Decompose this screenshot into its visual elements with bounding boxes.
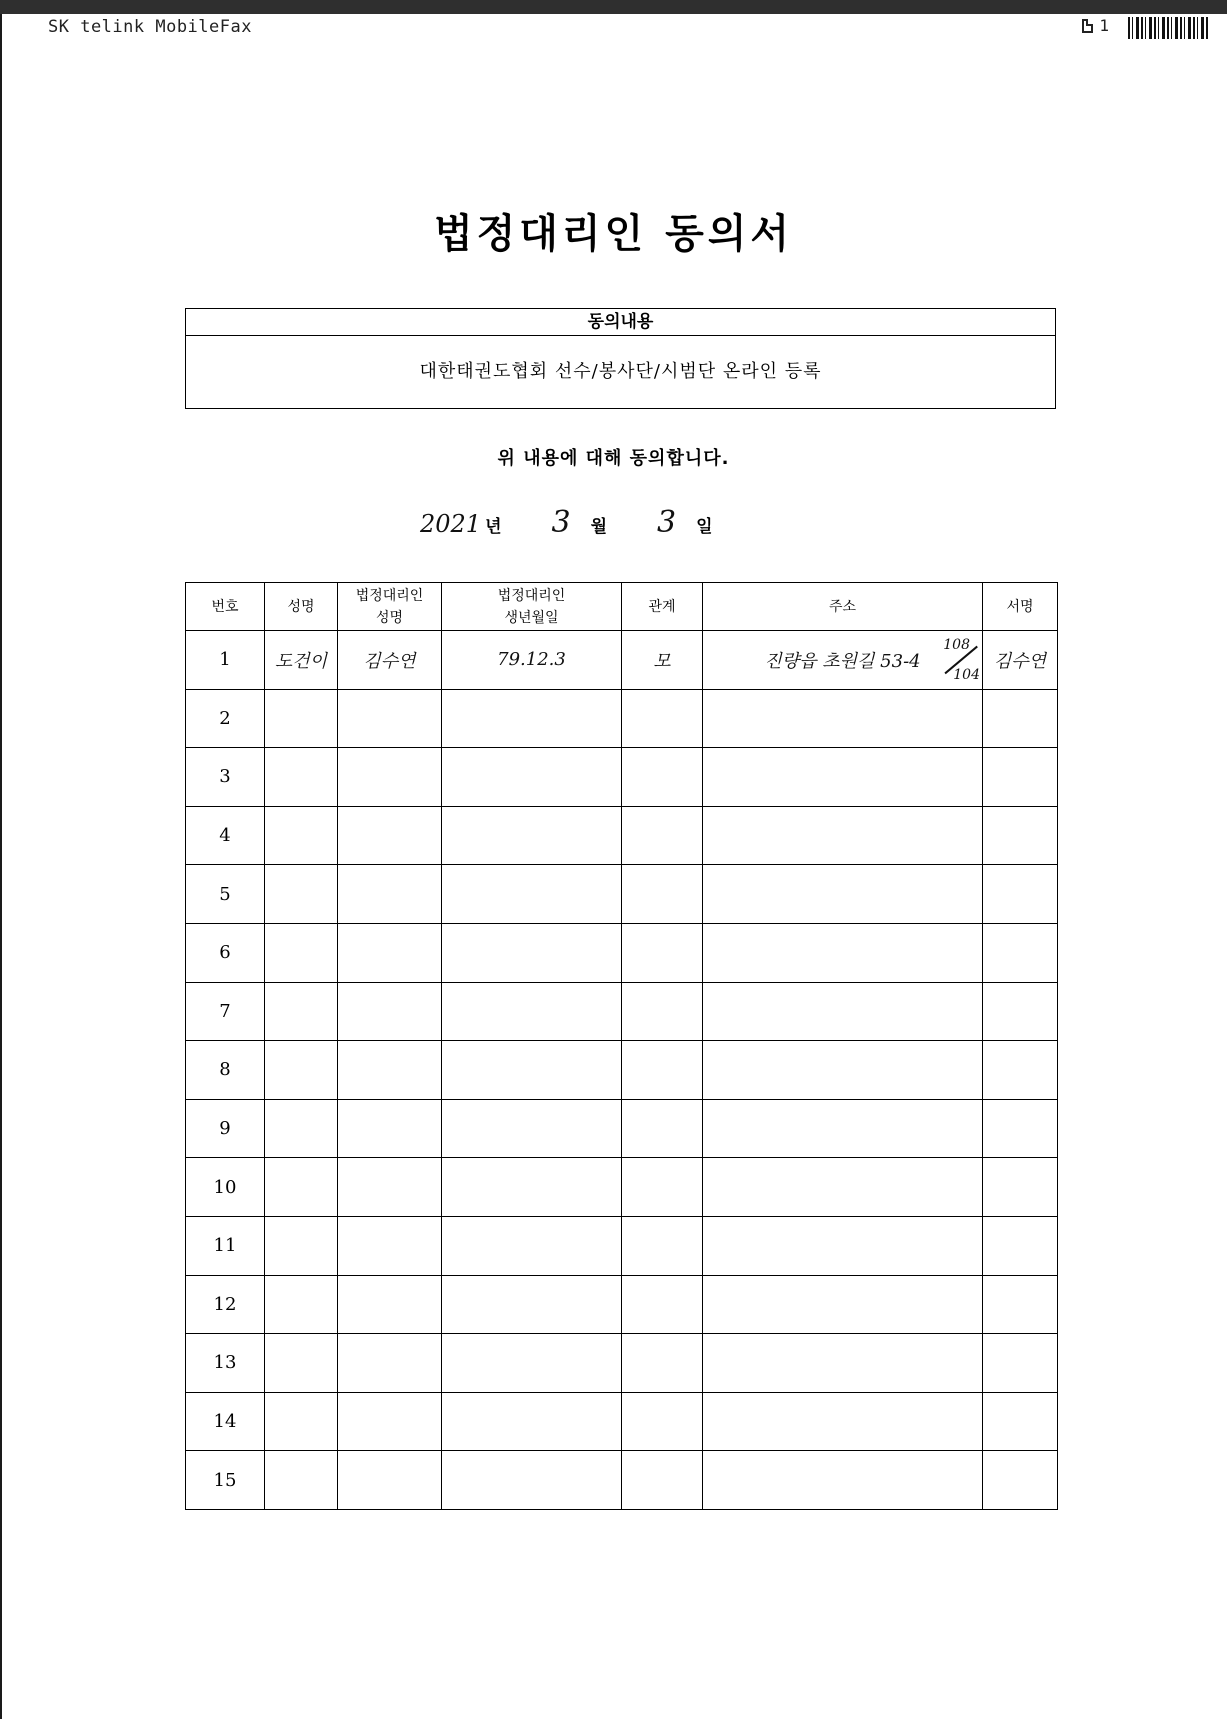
row-guardian-name [338, 806, 442, 865]
row-address-room: 104 [953, 667, 980, 683]
table-row [186, 1275, 1058, 1334]
row-number: 2 [186, 689, 265, 748]
table-row [186, 982, 1058, 1041]
page-left-edge [0, 14, 2, 1719]
row-signature [983, 923, 1058, 982]
row-address-text: 진량읍 초원길 53-4 [764, 650, 921, 672]
row-guardian-name [338, 1334, 442, 1393]
row-relation [622, 1275, 703, 1334]
row-signature [983, 1216, 1058, 1275]
row-address [703, 1041, 983, 1100]
row-address [703, 631, 983, 690]
row-address [703, 1216, 983, 1275]
table-header-row [186, 583, 1058, 631]
row-guardian-birth [442, 689, 622, 748]
row-name: 도건이 [265, 631, 338, 690]
row-guardian-birth [442, 1041, 622, 1100]
row-name [265, 1451, 338, 1510]
row-address [703, 748, 983, 807]
consent-box [185, 308, 1056, 409]
viewer-top-bar [0, 0, 1227, 14]
row-address [703, 1334, 983, 1393]
header-guardian-birth [442, 583, 622, 631]
row-address [703, 923, 983, 982]
table-row [186, 748, 1058, 807]
header-relation: 관계 [622, 583, 703, 631]
row-name [265, 1158, 338, 1217]
row-address [703, 982, 983, 1041]
row-address-building: 108 [943, 637, 970, 653]
row-address [703, 865, 983, 924]
row-name [265, 689, 338, 748]
row-relation [622, 982, 703, 1041]
row-guardian-name: 김수연 [338, 631, 442, 690]
row-guardian-name [338, 1158, 442, 1217]
table-row [186, 1392, 1058, 1451]
header-no: 번호 [186, 583, 265, 631]
row-guardian-birth [442, 748, 622, 807]
page-number: 1 [1099, 16, 1109, 35]
row-name [265, 1099, 338, 1158]
row-name [265, 865, 338, 924]
agree-statement: 위 내용에 대해 동의합니다. [497, 448, 730, 469]
row-relation [622, 748, 703, 807]
row-number: 3 [186, 748, 265, 807]
row-number: 1 [186, 631, 265, 690]
row-number: 7 [186, 982, 265, 1041]
row-signature [983, 1334, 1058, 1393]
header-guardian-name-line1: 법정대리인 [355, 587, 424, 604]
page-indicator [1082, 16, 1109, 35]
row-guardian-birth [442, 1334, 622, 1393]
table-row [186, 1451, 1058, 1510]
registration-table [185, 582, 1058, 1510]
row-address [703, 806, 983, 865]
row-signature [983, 1451, 1058, 1510]
table-row [186, 1334, 1058, 1393]
row-number: 12 [186, 1275, 265, 1334]
header-address: 주소 [703, 583, 983, 631]
date-day: 3 [657, 505, 677, 540]
row-relation [622, 1041, 703, 1100]
table-body [186, 631, 1058, 1510]
table-row [186, 806, 1058, 865]
row-relation [622, 1158, 703, 1217]
row-guardian-birth [442, 1451, 622, 1510]
row-relation [622, 1392, 703, 1451]
row-name [265, 1216, 338, 1275]
row-relation [622, 865, 703, 924]
date-year-unit: 년 [485, 517, 502, 537]
row-guardian-birth [442, 982, 622, 1041]
row-signature [983, 982, 1058, 1041]
table-row [186, 1041, 1058, 1100]
row-address [703, 1099, 983, 1158]
row-address [703, 1392, 983, 1451]
row-number: 5 [186, 865, 265, 924]
row-guardian-name [338, 748, 442, 807]
header-name: 성명 [265, 583, 338, 631]
row-number: 15 [186, 1451, 265, 1510]
row-guardian-birth: 79.12.3 [442, 631, 622, 690]
row-guardian-birth [442, 1099, 622, 1158]
row-number: 9 [186, 1099, 265, 1158]
row-signature [983, 1392, 1058, 1451]
row-guardian-name [338, 689, 442, 748]
row-guardian-birth [442, 1158, 622, 1217]
row-signature [983, 1158, 1058, 1217]
row-address [703, 1275, 983, 1334]
row-name [265, 1275, 338, 1334]
row-address-unit [936, 637, 980, 683]
barcode [1128, 17, 1208, 39]
date-month: 3 [551, 505, 571, 540]
row-guardian-name [338, 1216, 442, 1275]
row-number: 10 [186, 1158, 265, 1217]
row-name [265, 982, 338, 1041]
row-signature [983, 1041, 1058, 1100]
row-guardian-birth [442, 1275, 622, 1334]
row-relation [622, 1334, 703, 1393]
row-relation [622, 1451, 703, 1510]
header-guardian-birth-line1: 법정대리인 [497, 587, 566, 604]
row-signature [983, 1099, 1058, 1158]
consent-header: 동의내용 [186, 309, 1055, 336]
date-month-unit: 월 [590, 517, 608, 537]
row-name [265, 1041, 338, 1100]
row-name [265, 1392, 338, 1451]
row-relation [622, 1099, 703, 1158]
row-signature: 김수연 [983, 631, 1058, 690]
row-guardian-name [338, 1451, 442, 1510]
row-relation [622, 806, 703, 865]
row-address [703, 1451, 983, 1510]
row-guardian-name [338, 923, 442, 982]
row-guardian-birth [442, 1216, 622, 1275]
table-row [186, 631, 1058, 690]
row-number: 4 [186, 806, 265, 865]
row-guardian-name [338, 982, 442, 1041]
header-guardian-name-line2: 성명 [375, 609, 404, 626]
row-address [703, 1158, 983, 1217]
table-row [186, 1216, 1058, 1275]
row-guardian-birth [442, 1392, 622, 1451]
row-relation [622, 1216, 703, 1275]
date-day-unit: 일 [696, 517, 713, 537]
row-name [265, 923, 338, 982]
row-signature [983, 748, 1058, 807]
row-number: 14 [186, 1392, 265, 1451]
row-address [703, 689, 983, 748]
row-name [265, 1334, 338, 1393]
row-name [265, 748, 338, 807]
document-title: 법정대리인 동의서 [433, 211, 794, 257]
row-guardian-birth [442, 806, 622, 865]
row-signature [983, 689, 1058, 748]
header-signature: 서명 [983, 583, 1058, 631]
table-row [186, 689, 1058, 748]
row-guardian-birth [442, 923, 622, 982]
row-guardian-birth [442, 865, 622, 924]
row-number: 8 [186, 1041, 265, 1100]
row-guardian-name [338, 1392, 442, 1451]
fax-header: SK telink MobileFax [48, 17, 252, 37]
row-relation [622, 689, 703, 748]
row-signature [983, 1275, 1058, 1334]
row-guardian-name [338, 865, 442, 924]
row-number: 11 [186, 1216, 265, 1275]
table-row [186, 1099, 1058, 1158]
row-signature [983, 806, 1058, 865]
date-line [420, 505, 713, 545]
page-icon [1082, 19, 1093, 33]
row-relation [622, 923, 703, 982]
date-year: 2021 [420, 510, 482, 538]
row-number: 13 [186, 1334, 265, 1393]
row-name [265, 806, 338, 865]
table-row [186, 1158, 1058, 1217]
header-guardian-birth-line2: 생년월일 [504, 609, 559, 626]
row-guardian-name [338, 1275, 442, 1334]
table-row [186, 923, 1058, 982]
row-guardian-name [338, 1041, 442, 1100]
table-row [186, 865, 1058, 924]
row-relation: 모 [622, 631, 703, 690]
row-signature [983, 865, 1058, 924]
consent-body: 대한태권도협회 선수/봉사단/시범단 온라인 등록 [419, 361, 822, 382]
row-guardian-name [338, 1099, 442, 1158]
row-number: 6 [186, 923, 265, 982]
header-guardian-name [338, 583, 442, 631]
